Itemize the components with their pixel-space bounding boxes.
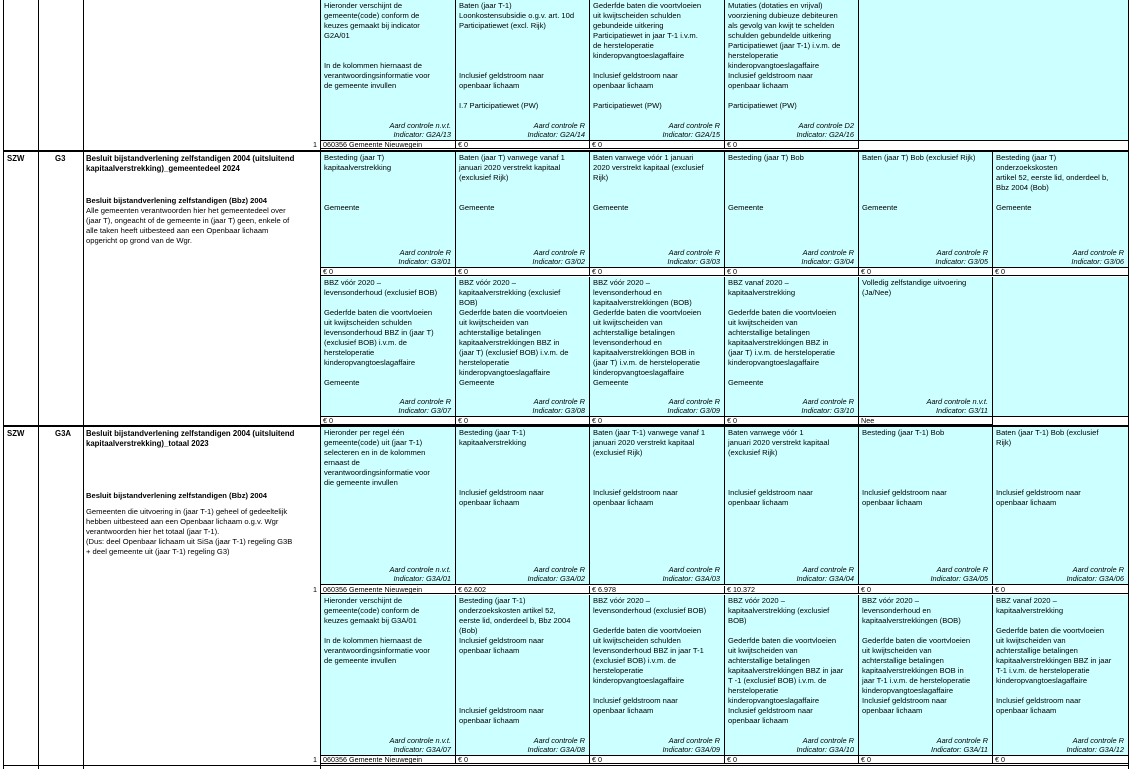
indicator-cell[interactable] — [859, 595, 993, 756]
value-field[interactable]: € 0 — [456, 417, 590, 425]
control-type: Aard controle R — [802, 735, 854, 745]
municipality-value[interactable]: 060356 Gemeente Nieuwegein — [321, 141, 456, 149]
control-type: Aard controle R — [668, 396, 720, 406]
indicator-code: Indicator: G3A/02 — [527, 573, 585, 583]
indicator-cell[interactable] — [321, 595, 456, 756]
value-field[interactable]: € 0 — [321, 268, 456, 276]
cell-description: BBZ vóór 2020 – kapitaalverstrekking (exclusief BOB) Gederfde baten die voortvloeien uit kwijtscheiden van achterstallige betalingen kapitaalverstrekkingen BBZ in (jaar T) (exclusief BOB) i.v.m. de hersteloperatie kinderopvangtoeslagaffaire Gemeente — [459, 278, 569, 388]
control-type: Aard controle n.v.t. — [389, 735, 451, 745]
g2a-cell-15[interactable] — [590, 0, 725, 141]
cell-description: Besteding (jaar T) onderzoekskosten artikel 52, eerste lid, onderdeel b, Bbz 2004 (Bob) Gemeente — [996, 153, 1109, 213]
control-type: Aard controle R — [668, 247, 720, 257]
grid-line — [83, 0, 84, 769]
indicator-cell[interactable] — [590, 277, 725, 417]
cell-description: BBZ vóór 2020 – levensonderhoud en kapitaalverstrekkingen (BOB) Gederfde baten die voortvloeien uit kwijtscheiden van achterstallige betalingen kapitaalverstrekkingen BOB in jaar T-1 i.v.m. de hersteloperatie kinderopvangtoeslagaffaire Inclusief geldstroom naar openbaar lichaam — [862, 596, 971, 716]
indicator-code: Indicator: G3A/03 — [662, 573, 720, 583]
indicator-code: Indicator: G3/08 — [532, 405, 585, 415]
cell-description: Baten (jaar T-1) Loonkostensubsidie o.g.v. art. 10d Participatiewet (excl. Rijk) Inclusief geldstroom naar openbaar lichaam I.7 Participatiewet (PW) — [459, 1, 575, 111]
indicator-code: Indicator: G3/01 — [398, 256, 451, 266]
value-field[interactable]: € 0 — [725, 417, 859, 425]
indicator-code: Indicator: G3A/09 — [662, 744, 720, 754]
grid-line — [38, 0, 39, 769]
cell-description: BBZ vóór 2020 – levensonderhoud (exclusief BOB) Gederfde baten die voortvloeien uit kwijtscheiden schulden levensonderhoud BBZ in (jaar T) (exclusief BOB) i.v.m. de hersteloperatie kinderopvangtoeslagaffaire Gemeente — [324, 278, 438, 388]
indicator-code: Indicator: G3/11 — [935, 405, 988, 415]
cell-description: BBZ vóór 2020 – levensonderhoud en kapitaalverstrekkingen (BOB) Gederfde baten die voortvloeien uit kwijtscheiden van achterstallige betalingen levensonderhoud en kapitaalverstrekkingen BOB in (jaar T) i.v.m. de hersteloperatie kinderopvangtoeslagaffaire Gemeente — [593, 278, 702, 388]
empty-cell — [859, 0, 1129, 141]
value-field[interactable]: € 0 — [456, 756, 590, 764]
value-field[interactable]: € 0 — [590, 756, 725, 764]
regulation-subtitle: Besluit bijstandverlening zelfstandigen (Bbz) 2004 — [86, 196, 268, 205]
row-number: 1 — [313, 585, 317, 594]
value-field[interactable]: € 0 — [456, 268, 590, 276]
value-field[interactable]: € 6.978 — [590, 586, 725, 594]
indicator-cell[interactable] — [993, 427, 1129, 585]
control-type: Aard controle R — [1072, 247, 1124, 257]
indicator-cell[interactable] — [590, 152, 725, 268]
cell-description: Mutaties (dotaties en vrijval) voorziening dubieuze debiteuren als gevolg van kwijt te schelden schulden gebundelde uitkering Participatiewet (jaar T-1) i.v.m. de hersteloperatie kinderopvangtoeslagaffaire Inclusief geldstroom naar openbaar lichaam Participatiewet (PW) — [728, 1, 841, 111]
row-number: 1 — [313, 140, 317, 149]
control-type: Aard controle R — [802, 247, 854, 257]
control-type: Aard controle R — [802, 564, 854, 574]
control-type: Aard controle R — [1072, 735, 1124, 745]
control-type: Aard controle R — [533, 564, 585, 574]
indicator-cell[interactable] — [859, 152, 993, 268]
indicator-code: Indicator: G3/07 — [398, 405, 451, 415]
indicator-cell[interactable] — [321, 277, 456, 417]
indicator-cell[interactable] — [456, 277, 590, 417]
value-field[interactable]: € 62.602 — [456, 586, 590, 594]
cell-description: Baten (jaar T) Bob (exclusief Rijk) Gemeente — [862, 153, 976, 213]
cell-description: Besteding (jaar T-1) onderzoekskosten artikel 52, eerste lid, onderdeel b, Bbz 2004 (Bob) Inclusief geldstroom naar openbaar lichaam Inclusief geldstroom naar openbaar lichaam — [459, 596, 571, 726]
value-field[interactable]: € 0 — [859, 586, 993, 594]
value-field[interactable]: € 10.372 — [725, 586, 859, 594]
indicator-cell[interactable] — [590, 427, 725, 585]
indicator-code: Indicator: G3/10 — [801, 405, 854, 415]
indicator-cell[interactable] — [993, 152, 1129, 268]
value-field[interactable]: € 0 — [590, 268, 725, 276]
cell-description: Volledig zelfstandige uitvoering (Ja/Nee) — [862, 278, 967, 298]
indicator-code: Indicator: G3A/06 — [1066, 573, 1124, 583]
indicator-code: Indicator: G3A/05 — [930, 573, 988, 583]
indicator-cell[interactable] — [456, 152, 590, 268]
indicator-cell[interactable] — [321, 152, 456, 268]
grid-line — [3, 765, 1129, 766]
indicator-code: Indicator: G3/06 — [1071, 256, 1124, 266]
control-type: Aard controle n.v.t. — [926, 396, 988, 406]
control-type: Aard controle D2 — [798, 120, 854, 130]
indicator-code: Indicator: G3/03 — [667, 256, 720, 266]
indicator-cell[interactable] — [725, 152, 859, 268]
control-type: Aard controle R — [668, 735, 720, 745]
row-number: 1 — [313, 755, 317, 764]
cell-description: BBZ vóór 2020 – levensonderhoud (exclusief BOB) Gederfde baten die voortvloeien uit kwijtscheiden schulden levensonderhoud BBZ in jaar T-1 (exclusief BOB) i.v.m. de hersteloperatie kinderopvangtoeslagaffaire Inclusief geldstroom naar openbaar lichaam — [593, 596, 707, 716]
indicator-code: Indicator: G3A/12 — [1066, 744, 1124, 754]
g2a-cell-16[interactable] — [725, 0, 859, 141]
indicator-cell[interactable] — [725, 595, 859, 756]
cell-description: Baten (jaar T-1) Bob (exclusief Rijk) Inclusief geldstroom naar openbaar lichaam — [996, 428, 1099, 508]
control-type: Aard controle R — [399, 247, 451, 257]
cell-description: Baten (jaar T-1) vanwege vanaf 1 januari 2020 verstrekt kapitaal (exclusief Rijk) Inclusief geldstroom naar openbaar lichaam — [593, 428, 706, 508]
value-field[interactable]: € 0 — [590, 417, 725, 425]
cell-description: Baten (jaar T) vanwege vanaf 1 januari 2020 verstrekt kapitaal (exclusief Rijk) Gemeente — [459, 153, 565, 213]
cell-description: Hieronder per regel één gemeente(code) uit (jaar T-1) selecteren en in de kolommen ernaast de verantwoordingsinformatie voor die gemeente invullen — [324, 428, 430, 488]
department-code: SZW — [7, 154, 25, 163]
control-type: Aard controle R — [1072, 564, 1124, 574]
regulation-description: Alle gemeenten verantwoorden hier het gemeentedeel over (jaar T), ongeacht of de gemeente in (jaar T) geen, enkele of alle taken heeft uitbesteed aan een Openbaar lichaam opgericht op grond van de Wgr. — [86, 206, 290, 246]
control-type: Aard controle R — [533, 735, 585, 745]
value-field[interactable]: Nee — [859, 417, 993, 425]
control-type: Aard controle R — [802, 396, 854, 406]
cell-description: Hieronder verschijnt de gemeente(code) conform de keuzes gemaakt bij G3A/01 In de kolommen hiernaast de verantwoordingsinformatie voor de gemeente invullen — [324, 596, 430, 666]
value-field[interactable]: € 0 — [456, 141, 590, 149]
value-field[interactable]: € 0 — [590, 141, 725, 149]
indicator-code: Indicator: G3A/11 — [931, 744, 988, 754]
cell-description: Hieronder verschijnt de gemeente(code) conform de keuzes gemaakt bij indicator G2A/01 In de kolommen hiernaast de verantwoordingsinformatie voor de gemeente invullen — [324, 1, 430, 91]
control-type: Aard controle R — [668, 564, 720, 574]
value-field[interactable]: € 0 — [993, 586, 1129, 594]
indicator-code: Indicator: G3/05 — [935, 256, 988, 266]
regulation-code: G3A — [55, 429, 72, 438]
indicator-code: Indicator: G2A/14 — [527, 129, 585, 139]
indicator-cell[interactable] — [859, 427, 993, 585]
indicator-cell[interactable] — [456, 427, 590, 585]
control-type: Aard controle R — [936, 735, 988, 745]
indicator-code: Indicator: G3A/07 — [393, 744, 451, 754]
indicator-code: Indicator: G3A/04 — [796, 573, 854, 583]
g2a-cell-14[interactable] — [456, 0, 590, 141]
indicator-code: Indicator: G3A/01 — [393, 573, 451, 583]
indicator-code: Indicator: G3/02 — [532, 256, 585, 266]
control-type: Aard controle n.v.t. — [389, 564, 451, 574]
indicator-cell[interactable] — [725, 427, 859, 585]
control-type: Aard controle R — [668, 120, 720, 130]
control-type: Aard controle R — [399, 396, 451, 406]
indicator-code: Indicator: G3/04 — [801, 256, 854, 266]
cell-description: BBZ vóór 2020 – kapitaalverstrekking (exclusief BOB) Gederfde baten die voortvloeien uit kwijtscheiden van achterstallige betalingen kapitaalverstrekkingen BBZ in jaar T -1 (exclusief BOB) i.v.m. de hersteloperatie kinderopvangtoeslagaffaire Inclusief geldstroom naar openbaar lichaam — [728, 596, 844, 726]
regulation-title: Besluit bijstandverlening zelfstandigen 2004 (uitsluitend kapitaalverstrekking)_gemeentedeel 2024 — [86, 154, 295, 174]
indicator-cell[interactable] — [456, 595, 590, 756]
cell-description: Baten vanwege vóór 1 januari 2020 verstrekt kapitaal (exclusief Rijk) Inclusief geldstroom naar openbaar lichaam — [728, 428, 830, 508]
control-type: Aard controle R — [533, 120, 585, 130]
empty-cell — [993, 277, 1129, 417]
regulation-code: G3 — [55, 154, 66, 163]
indicator-cell[interactable] — [725, 277, 859, 417]
regulation-title: Besluit bijstandverlening zelfstandigen 2004 (uitsluitend kapitaalverstrekking)_totaal 2023 — [86, 429, 295, 449]
value-field[interactable]: € 0 — [725, 268, 859, 276]
indicator-code: Indicator: G2A/13 — [393, 129, 451, 139]
regulation-subtitle: Besluit bijstandverlening zelfstandigen (Bbz) 2004 — [86, 491, 268, 500]
indicator-code: Indicator: G2A/16 — [796, 129, 854, 139]
indicator-code: Indicator: G3A/10 — [796, 744, 854, 754]
value-field[interactable]: € 0 — [725, 756, 859, 764]
cell-description: Besteding (jaar T-1) Bob Inclusief geldstroom naar openbaar lichaam — [862, 428, 947, 508]
cell-description: BBZ vanaf 2020 – kapitaalverstrekking Gederfde baten die voortvloeien uit kwijtscheiden van achterstallige betalingen kapitaalverstrekkingen BBZ in (jaar T) i.v.m. de hersteloperatie kinderopvangtoeslagaffaire Gemeente — [728, 278, 837, 388]
cell-description: Gederfde baten die voortvloeien uit kwijtscheiden schulden gebundeide uitkering Participatiewet in jaar T-1 i.v.m. de hersteloperatie kinderopvangtoeslagaffaire Inclusief geldstroom naar openbaar lichaam Participatiewet (PW) — [593, 1, 702, 111]
cell-description: Baten vanwege vóór 1 januari 2020 verstrekt kapitaal (exclusief Rijk) Gemeente — [593, 153, 704, 213]
cell-description: Besteding (jaar T) Bob Gemeente — [728, 153, 804, 213]
indicator-cell[interactable] — [321, 427, 456, 585]
indicator-code: Indicator: G3A/08 — [527, 744, 585, 754]
g2a-cell-13[interactable] — [321, 0, 456, 141]
cell-description: Besteding (jaar T) kapitaalverstrekking Gemeente — [324, 153, 392, 213]
value-field[interactable]: € 0 — [859, 268, 993, 276]
regulation-description: Gemeenten die uitvoering in (jaar T-1) geheel of gedeeltelijk hebben uitbesteed aan een Openbaar lichaam o.g.v. Wgr verantwoorden hier het totaal (jaar T-1). (Dus: deel Openbaar lichaam uit SiSa (jaar T-1) regeling G3B + deel gemeente uit (jaar T-1) regeling G3) — [86, 507, 293, 557]
control-type: Aard controle R — [533, 247, 585, 257]
indicator-cell[interactable] — [993, 595, 1129, 756]
indicator-cell[interactable] — [859, 277, 993, 417]
value-field[interactable]: € 0 — [859, 756, 993, 764]
control-type: Aard controle n.v.t. — [389, 120, 451, 130]
control-type: Aard controle R — [936, 564, 988, 574]
value-field[interactable]: € 0 — [321, 417, 456, 425]
cell-description: BBZ vanaf 2020 – kapitaalverstrekking Gederfde baten die voortvloeien uit kwijtscheiden van achterstallige betalingen kapitaalverstrekkingen BBZ in jaar T-1 i.v.m. de hersteloperatie kinderopvangtoeslagaffaire Inclusief geldstroom naar openbaar lichaam — [996, 596, 1112, 716]
municipality-value[interactable]: 060356 Gemeente Nieuwegein — [321, 756, 456, 764]
value-field[interactable]: € 0 — [993, 756, 1129, 764]
department-code: SZW — [7, 429, 25, 438]
control-type: Aard controle R — [533, 396, 585, 406]
cell-description: Besteding (jaar T-1) kapitaalverstrekking Inclusief geldstroom naar openbaar lichaam — [459, 428, 544, 508]
indicator-cell[interactable] — [590, 595, 725, 756]
municipality-value[interactable]: 060356 Gemeente Nieuwegein — [321, 586, 456, 594]
value-field[interactable]: € 0 — [993, 268, 1129, 276]
control-type: Aard controle R — [936, 247, 988, 257]
indicator-code: Indicator: G3/09 — [667, 405, 720, 415]
grid-line — [3, 0, 4, 769]
value-field[interactable]: € 0 — [725, 141, 859, 149]
indicator-code: Indicator: G2A/15 — [662, 129, 720, 139]
